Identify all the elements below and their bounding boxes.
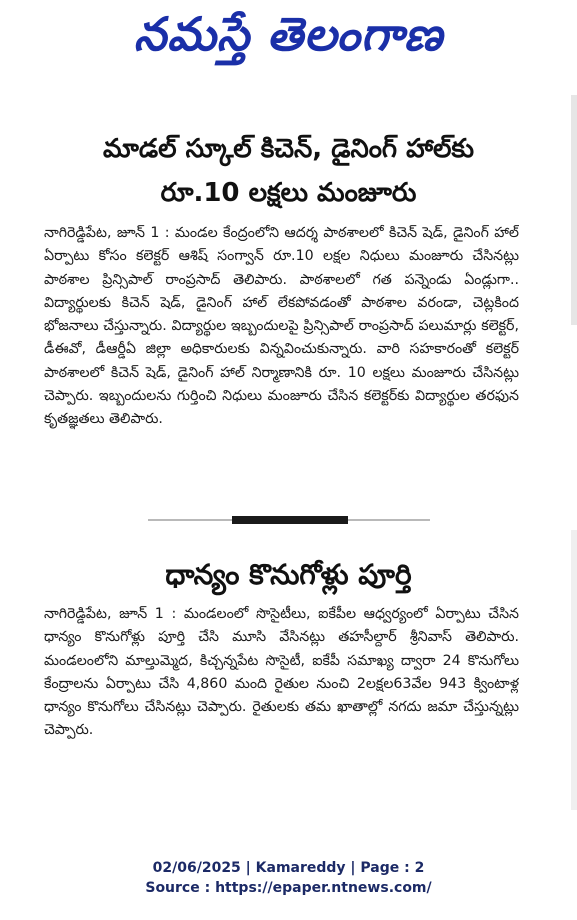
article-divider-bar [232, 516, 348, 524]
source-link[interactable]: Source : https://epaper.ntnews.com/ [145, 880, 432, 896]
article1-body: నాగిరెడ్డిపేట, జూన్ 1 : మండల కేంద్రంలోని ఆదర్శ పాఠశాలలో కిచెన్ షెడ్, డైనింగ్ హాల్ ఏర్పాటు కోసం కలెక్టర్ ఆశిష్ సంగ్వాన్ రూ.10 లక్షల నిధులు మంజూరు చేసినట్లు పాఠశాల ప్రిన్సిపాల్ రాంప్రసాద్ తెలిపారు. పాఠశాలలో గత పన్నెండు ఏండ్లుగా.. విద్యార్థులకు కిచెన్ షెడ్, డైనింగ్ హాల్ లేకపోవడంతో పాఠశాల వరండా, చెట్లకింద భోజనాలు చేస్తున్నారు. విద్యార్థుల ఇబ్బందులపై ప్రిన్సిపాల్ రాంప్రసాద్ పలుమార్లు కలెక్టర్, డీఈవో, డీఆర్డీఏ జిల్లా అధికారులకు విన్నవించుకున్నారు. వారి సహకారంతో కలెక్టర్ పాఠశాలలో కిచెన్ షెడ్, డైనింగ్ హాల్ నిర్మాణానికి రూ. 10 లక్షలు మంజూరు చేసినట్లు చెప్పారు. ఇబ్బందులను గుర్తించి నిధులు మంజూరు చేసిన కలెక్టర్‌కు విద్యార్థుల తరఫున కృతజ్ఞతలు తెలిపారు. [44, 225, 519, 428]
article1-headline-line2: రూ.10 లక్షలు మంజూరు [160, 178, 417, 208]
article1-headline-line1: మాడల్ స్కూల్ కిచెన్, డైనింగ్ హాల్‌కు [103, 134, 474, 164]
masthead-title: నమస్తే తెలంగాణ [133, 7, 444, 61]
newspaper-masthead [0, 0, 577, 80]
article2-headline: ధాన్యం కొనుగోళ్లు పూర్తి [165, 558, 412, 591]
article2-body: నాగిరెడ్డిపేట, జూన్ 1 : మండలంలో సొసైటీలు, ఐకేపీల ఆధ్వర్యంలో ఏర్పాటు చేసిన ధాన్యం కొనుగోళ్లు పూర్తి చేసి మూసి వేసినట్లు తహసీల్దార్ శ్రీనివాస్ తెలిపారు. మండలంలోని మాల్తుమ్మెద, కిచ్చన్నపేట సొసైటీ, ఐకేపీ సమాఖ్య ద్వారా 24 కొనుగోలు కేంద్రాలను ఏర్పాటు చేసి 4,860 మంది రైతుల నుంచి 2లక్షల63వేల 943 క్వింటాళ్ల ధాన్యం కొనుగోలు చేసినట్లు చెప్పారు. రైతులకు తమ ఖాతాల్లో నగదు జమా చేస్తున్నట్లు చెప్పారు. [44, 606, 519, 739]
edition-info: 02/06/2025 | Kamareddy | Page : 2 [152, 860, 425, 876]
